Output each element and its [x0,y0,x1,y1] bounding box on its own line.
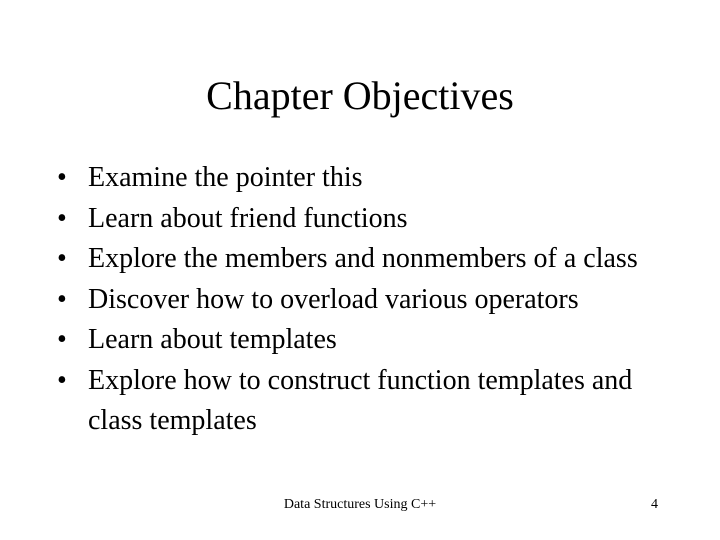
bullet-icon: • [57,364,67,396]
page-number: 4 [651,497,658,512]
bullet-text: Examine the pointer this [88,162,363,193]
slide-title: Chapter Objectives [206,73,514,118]
footer-course-title: Data Structures Using C++ [283,497,437,512]
bullet-icon: • [57,283,67,315]
bullet-icon: • [57,324,67,355]
bullet-text: Discover how to overload various operators [88,283,579,315]
bullet-item-2 [57,199,677,240]
bullet-item-6 [57,361,677,442]
bullet-item-5 [57,320,677,361]
objectives-list [57,158,677,442]
bullet-text: Explore how to construct function templates and class templates [88,364,633,436]
bullet-text: Learn about friend functions [88,202,408,234]
bullet-icon: • [57,243,67,274]
bullet-text: Explore the members and nonmembers of a class [88,243,638,274]
bullet-item-3 [57,239,677,280]
bullet-icon: • [57,202,67,234]
bullet-text: Learn about templates [88,324,337,355]
bullet-item-1 [57,158,677,199]
bullet-icon: • [57,162,67,193]
bullet-item-4 [57,280,677,321]
